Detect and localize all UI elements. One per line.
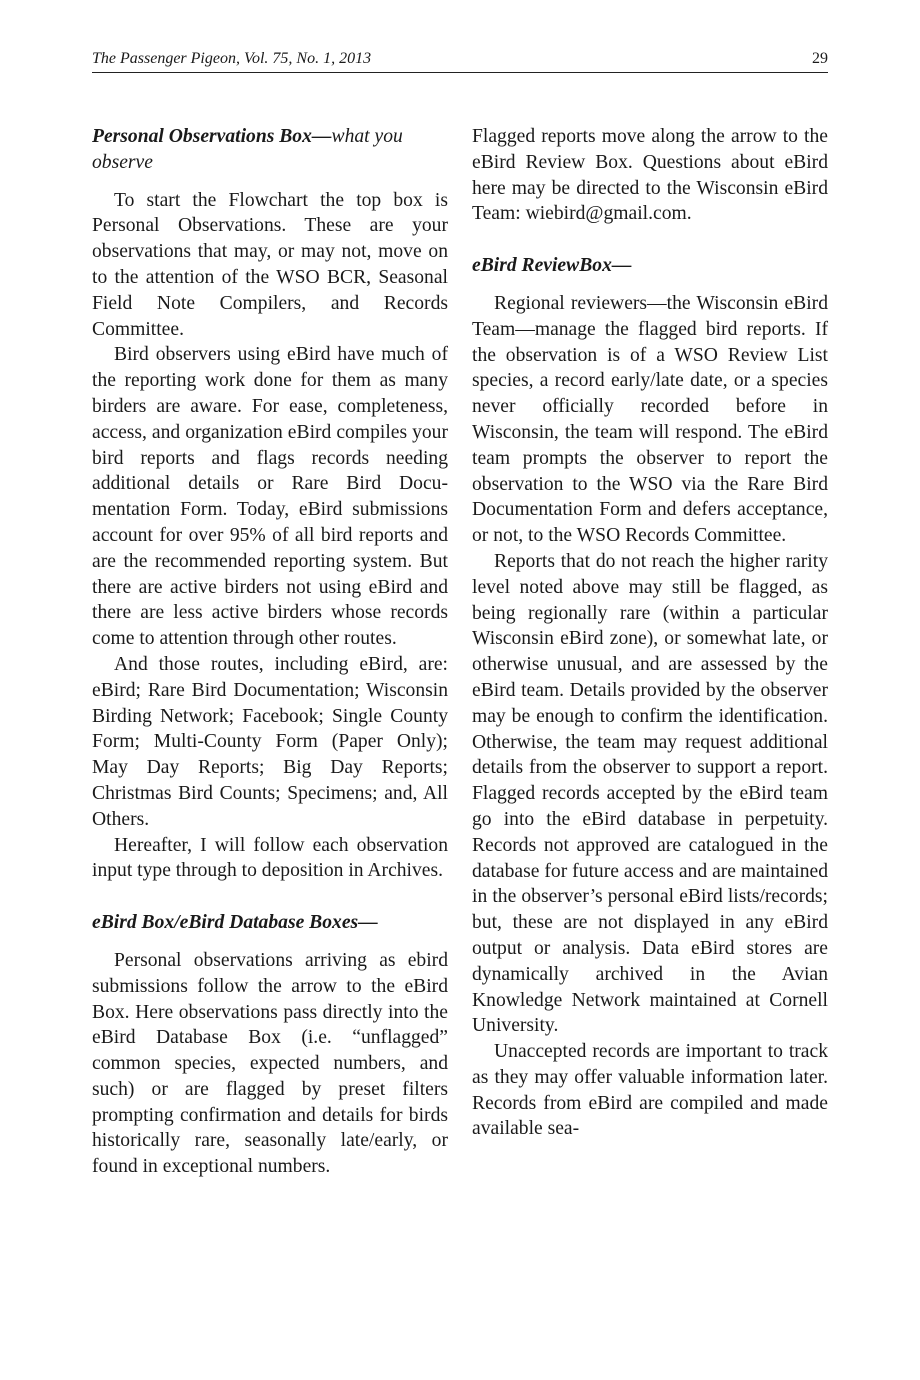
right-column (472, 124, 828, 1142)
paragraph: Unaccepted records are important to track as they may offer valuable information later. Records from eBird are compiled and made available sea- (472, 1041, 828, 1140)
paragraph: Regional reviewers—the Wisconsin eBird Team—manage the flagged bird reports. If the observation is of a WSO Review List species, a record early/late date, or a species never officially recorded before in Wisconsin, the team will respond. The eBird team prompts the observer to report the observation to the WSO via the Rare Bird Documentation Form and defers acceptance, or not, to the WSO Records Committee. (472, 292, 828, 547)
section-heading-ebird-box (92, 910, 448, 936)
paragraph: And those routes, including eBird, are: eBird; Rare Bird Documentation; Wisconsin Birding Network; Facebook; Single County Form; Multi-County Form (Paper Only); May Day Reports; Big Day Reports; Christmas Bird Counts; Specimens; and, All Others. (92, 653, 448, 830)
heading-italic-part: what you observe (92, 126, 403, 173)
heading-bold-part: eBird ReviewBox— (472, 255, 632, 277)
section-heading-ebird-review-box (472, 253, 828, 279)
journal-citation: The Passenger Pigeon, Vol. 75, No. 1, 2013 (92, 50, 372, 67)
paragraph: Bird observers using eBird have much of the reporting work done for them as many birders are aware. For ease, completeness, access, and organization eBird compiles your bird reports and flags records needing additional details or Rare Bird Documentation Form. Today, eBird submissions account for over 95% of all bird reports and are the recommended reporting system. But there are active birders not using eBird and there are less active birders whose records come to attention through other routes. (92, 344, 448, 650)
page-number: 29 (812, 50, 828, 67)
section-heading-personal-observations (92, 124, 448, 176)
heading-bold-part: eBird Box/eBird Database Boxes— (92, 912, 378, 934)
paragraph: Personal observations arriving as ebird submissions follow the arrow to the eBird Box. Here observations pass directly into the eBird Database Box (i.e. “unflagged” common species, expected numbers, and such) or are flagged by preset filters prompting confirmation and details for birds historically rare, seasonally late/early, or found in exceptional numbers. (92, 949, 448, 1178)
left-column (92, 124, 448, 1180)
paragraph-continued: Flagged reports move along the arrow to the eBird Review Box. Questions about eBird here may be directed to the Wisconsin eBird Team: wiebird@gmail.com. (472, 126, 828, 225)
paragraph: Reports that do not reach the higher rarity level noted above may still be flagged, as being regionally rare (within a particular Wisconsin eBird zone), or somewhat late, or otherwise unusual, and are assessed by the eBird team. Details provided by the observer may be enough to confirm the identification. Otherwise, the team may request additional details from the observer to support a report. Flagged records accepted by the eBird team go into the eBird database in perpetuity. Records not approved are catalogued in the database for future access and are maintained in the observer’s personal eBird lists/records; but, these are not displayed in any eBird output or analysis. Data eBird stores are dynamically archived in the Avian Knowledge Network maintained at Cornell University. (472, 550, 828, 1037)
paragraph: To start the Flowchart the top box is Personal Observations. These are your observations that may, or may not, move on to the attention of the WSO BCR, Seasonal Field Note Compilers, and Records Committee. (92, 189, 448, 340)
paragraph: Hereafter, I will follow each observation input type through to deposition in Archives. (92, 834, 448, 882)
running-header (92, 50, 828, 73)
heading-bold-part: Personal Observations Box— (92, 126, 332, 147)
